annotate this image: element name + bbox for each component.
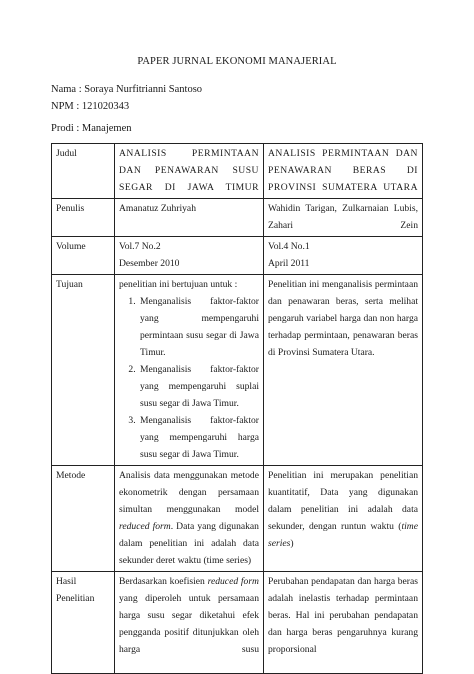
paper2-method-emphasis: time series <box>268 521 418 549</box>
paper1-results-text-b: yang diperoleh untuk persamaan harga susu segar diketahui efek pengganda positif ditunjukkan oleh harga susu <box>119 593 259 655</box>
list-item: 1. Menganalisis faktor-faktor yang mempengaruhi permintaan susu segar di Jawa Timur. <box>138 293 259 361</box>
paper1-results-text-a: Berdasarkan koefisien <box>119 576 208 587</box>
paper1-authors: Amanatuz Zuhriyah <box>115 199 264 237</box>
student-npm: NPM : 121020343 <box>51 101 130 112</box>
student-name: Nama : Soraya Nurfitrianni Santoso <box>51 84 203 95</box>
document-title: PAPER JURNAL EKONOMI MANAJERIAL <box>137 56 337 67</box>
table-row-penulis <box>52 199 423 237</box>
paper1-title: ANALISIS PERMINTAAN DAN PENAWARAN SUSU SEGAR DI JAWA TIMUR <box>115 144 264 199</box>
paper1-aims <box>115 275 264 466</box>
paper2-volume-date: April 2011 <box>268 258 310 269</box>
row-label-penulis: Penulis <box>52 199 115 237</box>
table-row-judul <box>52 144 423 199</box>
paper1-results-emphasis: reduced form <box>207 576 259 587</box>
paper1-volume <box>115 237 264 275</box>
comparison-table <box>51 143 423 674</box>
row-label-metode: Metode <box>52 466 115 572</box>
table-row-hasil <box>52 572 423 674</box>
row-label-tujuan: Tujuan <box>52 275 115 466</box>
paper2-authors: Wahidin Tarigan, Zulkarnaian Lubis, Zahari Zein <box>264 199 423 237</box>
paper1-aims-intro: penelitian ini bertujuan untuk : <box>119 279 238 290</box>
paper2-results-text: Perubahan pendapatan dan harga beras adalah inelastis terhadap permintaan beras. Hal ini perubahan pendapatan dan harga beras pengaruhnya kurang proporsional <box>268 576 418 655</box>
list-item: 2. Menganalisis faktor-faktor yang mempengaruhi suplai susu segar di Jawa Timur. <box>138 361 259 412</box>
row-label-judul: Judul <box>52 144 115 199</box>
paper1-method-text-b: . Data yang digunakan dalam penelitian ini adalah data sekunder deret waktu (time series) <box>119 521 259 566</box>
paper1-method-text-a: Analisis data menggunakan metode ekonometrik dengan persamaan simultan menggunakan model <box>119 470 259 515</box>
paper2-results <box>264 572 423 674</box>
paper1-results-text <box>119 573 259 671</box>
paper2-title: ANALISIS PERMINTAAN DAN PENAWARAN BERAS DI PROVINSI SUMATERA UTARA <box>264 144 423 199</box>
paper2-volume <box>264 237 423 275</box>
study-program: Prodi : Manajemen <box>51 123 132 134</box>
paper1-results <box>115 572 264 674</box>
table-row-volume <box>52 237 423 275</box>
paper1-method <box>115 466 264 572</box>
paper2-method-text-b: ) <box>290 538 294 549</box>
paper1-volume-number: Vol.7 No.2 <box>119 241 161 252</box>
paper1-method-emphasis: reduced form <box>119 521 171 532</box>
paper1-aims-list <box>119 293 259 463</box>
table-row-metode <box>52 466 423 572</box>
paper2-method <box>264 466 423 572</box>
list-item: 3. Menganalisis faktor-faktor yang mempengaruhi harga susu segar di Jawa Timur. <box>138 412 259 463</box>
table-row-tujuan <box>52 275 423 466</box>
paper2-method-text-a: Penelitian ini merupakan penelitian kuantitatif, Data yang digunakan dalam penelitian ini adalah data sekunder, dengan runtun waktu ( <box>268 470 418 532</box>
row-label-volume: Volume <box>52 237 115 275</box>
paper2-aims: Penelitian ini menganalisis permintaan dan penawaran beras, serta melihat pengaruh variabel harga dan non harga terhadap permintaan, penawaran beras di Provinsi Sumatera Utara. <box>264 275 423 466</box>
paper2-volume-number: Vol.4 No.1 <box>268 241 310 252</box>
paper1-volume-date: Desember 2010 <box>119 258 180 269</box>
row-label-hasil: Hasil Penelitian <box>52 572 115 674</box>
